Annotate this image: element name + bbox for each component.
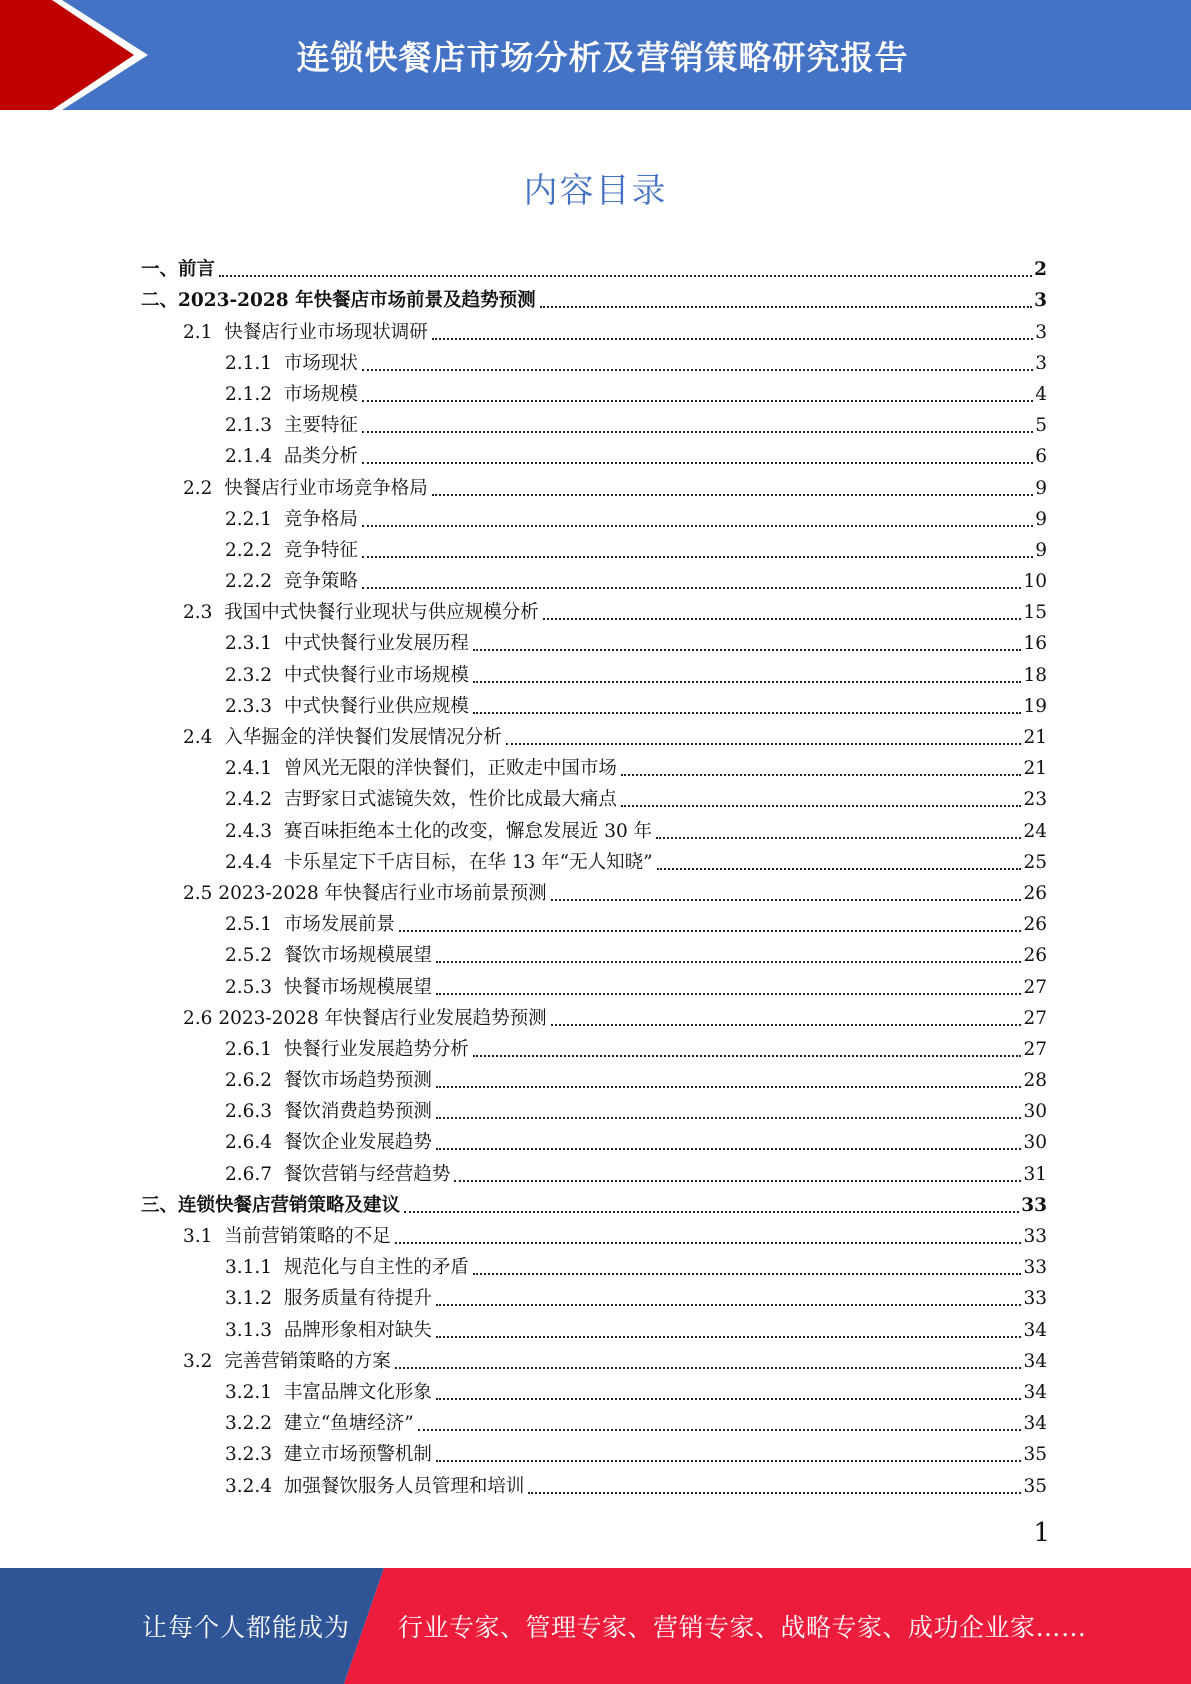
- page-number: 1: [1033, 1518, 1050, 1548]
- toc-leader-dots: [473, 712, 1022, 714]
- toc-entry-label: 中式快餐行业市场规模: [283, 664, 469, 686]
- toc-entry[interactable]: [141, 534, 1047, 565]
- toc-entry[interactable]: [141, 347, 1047, 378]
- toc-entry[interactable]: [141, 752, 1047, 783]
- toc-leader-dots: [656, 837, 1021, 839]
- toc-entry-page: 23: [1023, 789, 1047, 811]
- toc-leader-dots: [543, 618, 1022, 620]
- toc-entry[interactable]: [141, 471, 1047, 502]
- toc-entry-label: 建立“鱼塘经济”: [283, 1413, 414, 1435]
- toc-entry-page: 26: [1023, 945, 1047, 967]
- toc-entry[interactable]: [141, 1002, 1047, 1033]
- toc-entry-label: 餐饮消费趋势预测: [283, 1101, 432, 1123]
- toc-entry-number: 2.6.3: [225, 1101, 284, 1123]
- toc-entry[interactable]: [141, 596, 1047, 627]
- toc-entry-page: 18: [1023, 664, 1047, 686]
- toc-entry-label: 前言: [178, 259, 216, 281]
- toc-entry-number: 3.2.1: [225, 1381, 284, 1403]
- toc-entry-label: 规范化与自主性的矛盾: [283, 1257, 469, 1279]
- toc-entry-number: 一、: [141, 259, 179, 281]
- toc-entry-number: 2.6.4: [225, 1132, 284, 1154]
- toc-entry-page: 30: [1023, 1132, 1047, 1154]
- toc-entry-number: 3.2: [183, 1350, 225, 1372]
- toc-entry-number: 2.4: [183, 727, 225, 748]
- toc-entry-label: 丰富品牌文化形象: [283, 1381, 432, 1403]
- toc-entry-label: 主要特征: [283, 415, 358, 437]
- toc-leader-dots: [551, 899, 1022, 901]
- toc-entry-page: 9: [1035, 539, 1047, 561]
- toc-leader-dots: [362, 431, 1033, 433]
- toc-entry-page: 9: [1035, 508, 1047, 530]
- toc-entry-label: 市场规模: [283, 383, 358, 405]
- toc-entry-label: 竞争格局: [283, 508, 358, 530]
- toc-entry-number: 2.1.3: [225, 415, 284, 437]
- toc-entry-page: 34: [1023, 1319, 1047, 1341]
- toc-entry-number: 2.3: [183, 602, 225, 624]
- toc-entry-number: 2.5.3: [225, 976, 284, 998]
- toc-entry-label: 竞争特征: [283, 539, 358, 561]
- toc-entry[interactable]: [141, 1126, 1047, 1157]
- toc-entry-page: 26: [1023, 914, 1047, 936]
- toc-entry-label: 2023-2028 年快餐店行业发展趋势预测: [218, 1007, 547, 1029]
- toc-entry-number: 2.3.1: [225, 633, 284, 655]
- toc-entry-page: 34: [1023, 1413, 1047, 1435]
- toc-entry-label: 中式快餐行业发展历程: [283, 633, 469, 655]
- toc-entry[interactable]: [141, 1282, 1047, 1313]
- toc-leader-dots: [399, 930, 1022, 932]
- toc-entry-page: 33: [1021, 1194, 1047, 1216]
- toc-entry-page: 6: [1035, 446, 1047, 468]
- toc-leader-dots: [551, 1024, 1022, 1026]
- toc-leader-dots: [418, 1429, 1022, 1431]
- toc-entry-page: 3: [1035, 352, 1047, 374]
- toc-leader-dots: [473, 1055, 1022, 1057]
- toc-entry-page: 35: [1023, 1475, 1047, 1497]
- toc-entry-number: 2.6.1: [225, 1038, 284, 1060]
- toc-entry-label: 我国中式快餐行业现状与供应规模分析: [224, 602, 539, 624]
- toc-entry-number: 2.5.1: [225, 914, 284, 936]
- toc-leader-dots: [219, 275, 1032, 277]
- toc-entry[interactable]: [141, 253, 1047, 284]
- toc-entry-page: 21: [1023, 727, 1047, 748]
- toc-entry[interactable]: [141, 1345, 1047, 1376]
- toc-entry-number: 二、: [141, 290, 179, 312]
- toc-entry-number: 2.6.7: [225, 1163, 284, 1185]
- toc-entry-label: 快餐店行业市场现状调研: [224, 321, 428, 343]
- toc-entry-label: 2023-2028 年快餐店行业市场前景预测: [218, 882, 547, 904]
- toc-leader-dots: [362, 525, 1033, 527]
- toc-entry[interactable]: [141, 877, 1047, 908]
- toc-entry[interactable]: [141, 1157, 1047, 1188]
- toc-entry-page: 27: [1023, 1007, 1047, 1029]
- toc-entry-label: 建立市场预警机制: [283, 1444, 432, 1466]
- toc-entry-page: 35: [1023, 1444, 1047, 1466]
- toc-entry-label: 吉野家日式滤镜失效，性价比成最大痛点: [283, 789, 617, 811]
- toc-entry-label: 市场发展前景: [283, 914, 395, 936]
- toc-entry-number: 3.2.2: [225, 1413, 284, 1435]
- toc-entry-label: 市场现状: [283, 352, 358, 374]
- toc-entry-page: 34: [1023, 1350, 1047, 1372]
- toc-entry[interactable]: [141, 1376, 1047, 1407]
- toc-entry-number: 3.2.3: [225, 1444, 284, 1466]
- toc-entry[interactable]: [141, 908, 1047, 939]
- toc-entry-number: 2.5.2: [225, 945, 284, 967]
- toc-entry-page: 30: [1023, 1101, 1047, 1123]
- toc-leader-dots: [432, 494, 1034, 496]
- toc-entry-number: 2.2: [183, 477, 225, 499]
- toc-leader-dots: [395, 1242, 1022, 1244]
- toc-leader-dots: [436, 1304, 1022, 1306]
- toc-leader-dots: [432, 338, 1034, 340]
- toc-entry-label: 快餐市场规模展望: [283, 976, 432, 998]
- toc-entry[interactable]: [141, 503, 1047, 534]
- toc-entry[interactable]: [141, 284, 1047, 315]
- toc-leader-dots: [362, 587, 1022, 589]
- toc-entry-label: 餐饮市场规模展望: [283, 945, 432, 967]
- toc-entry[interactable]: [141, 565, 1047, 596]
- toc-entry-label: 中式快餐行业供应规模: [283, 695, 469, 717]
- header-banner: [0, 0, 1191, 110]
- toc-entry-page: 24: [1023, 820, 1047, 842]
- toc-leader-dots: [473, 681, 1022, 683]
- toc-entry-number: 2.4.1: [225, 758, 284, 780]
- toc-entry[interactable]: [141, 440, 1047, 471]
- toc-leader-dots: [473, 649, 1022, 651]
- toc-leader-dots: [362, 462, 1033, 464]
- toc-entry-number: 2.1: [183, 321, 225, 343]
- toc-entry-number: 3.1.3: [225, 1319, 284, 1341]
- toc-entry-label: 品类分析: [283, 446, 358, 468]
- toc-entry[interactable]: [141, 1469, 1047, 1500]
- toc-entry-label: 加强餐饮服务人员管理和培训: [283, 1475, 525, 1497]
- toc-entry-number: 3.1.2: [225, 1288, 284, 1310]
- toc-entry-label: 餐饮市场趋势预测: [283, 1070, 432, 1092]
- report-title: 连锁快餐店市场分析及营销策略研究报告: [296, 37, 909, 77]
- toc-entry-page: 10: [1023, 571, 1047, 593]
- toc-leader-dots: [436, 993, 1022, 995]
- toc-entry[interactable]: [141, 1407, 1047, 1438]
- footer-slogan-left: 让每个人都能成为: [142, 1613, 351, 1642]
- toc-entry-label: 餐饮营销与经营趋势: [283, 1163, 451, 1185]
- toc-entry-label: 快餐行业发展趋势分析: [283, 1038, 469, 1060]
- toc-leader-dots: [506, 743, 1022, 745]
- toc-leader-dots: [362, 400, 1033, 402]
- toc-entry-page: 28: [1023, 1070, 1047, 1092]
- toc-leader-dots: [404, 1211, 1019, 1213]
- toc-entry-number: 3.1: [183, 1226, 225, 1247]
- toc-entry-number: 2.1.1: [225, 352, 284, 374]
- toc-leader-dots: [436, 1460, 1022, 1462]
- toc-leader-dots: [436, 961, 1022, 963]
- toc-title: 内容目录: [523, 171, 668, 211]
- toc-entry[interactable]: [141, 658, 1047, 689]
- toc-entry-number: 2.2.2: [225, 539, 284, 561]
- toc-entry-number: 3.1.1: [225, 1257, 284, 1279]
- toc-entry[interactable]: [141, 315, 1047, 346]
- toc-entry-number: 3.2.4: [225, 1475, 284, 1497]
- toc-leader-dots: [436, 1117, 1022, 1119]
- toc-leader-dots: [362, 369, 1033, 371]
- toc-entry-page: 34: [1023, 1381, 1047, 1403]
- toc-entry[interactable]: [141, 1064, 1047, 1095]
- toc-entry-label: 快餐店行业市场竞争格局: [224, 477, 428, 499]
- toc-entry-label: 曾风光无限的洋快餐们，正败走中国市场: [283, 758, 617, 780]
- toc-entry[interactable]: [141, 1189, 1047, 1220]
- table-of-contents: [141, 253, 1047, 1501]
- toc-entry-number: 2.6: [183, 1007, 219, 1029]
- toc-entry-page: 25: [1023, 851, 1047, 873]
- toc-entry-page: 27: [1023, 976, 1047, 998]
- toc-entry-page: 33: [1023, 1288, 1047, 1310]
- toc-entry-number: 2.1.4: [225, 446, 284, 468]
- toc-entry[interactable]: [141, 721, 1047, 752]
- toc-entry-label: 连锁快餐店营销策略及建议: [178, 1194, 401, 1216]
- toc-entry-number: 三、: [141, 1194, 179, 1216]
- toc-leader-dots: [362, 556, 1033, 558]
- toc-entry-page: 3: [1034, 290, 1047, 312]
- toc-entry-number: 2.5: [183, 882, 219, 904]
- toc-entry-label: 竞争策略: [283, 571, 358, 593]
- toc-entry[interactable]: [141, 1438, 1047, 1469]
- toc-entry[interactable]: [141, 814, 1047, 845]
- toc-entry[interactable]: [141, 1251, 1047, 1282]
- toc-entry-page: 9: [1035, 477, 1047, 499]
- toc-entry-number: 2.2.1: [225, 508, 284, 530]
- toc-leader-dots: [528, 1492, 1021, 1494]
- toc-leader-dots: [621, 805, 1022, 807]
- toc-entry-number: 2.2.2: [225, 571, 284, 593]
- toc-entry-label: 餐饮企业发展趋势: [283, 1132, 432, 1154]
- toc-entry[interactable]: [141, 939, 1047, 970]
- toc-entry-number: 2.3.3: [225, 695, 284, 717]
- toc-leader-dots: [395, 1367, 1022, 1369]
- toc-entry-label: 完善营销策略的方案: [224, 1350, 391, 1372]
- toc-entry-label: 入华掘金的洋快餐们发展情况分析: [224, 727, 502, 748]
- toc-entry-page: 3: [1035, 321, 1047, 343]
- toc-entry-page: 33: [1023, 1226, 1047, 1247]
- toc-entry[interactable]: [141, 1033, 1047, 1064]
- toc-entry[interactable]: [141, 1220, 1047, 1251]
- toc-entry-number: 2.1.2: [225, 383, 284, 405]
- toc-entry-page: 16: [1023, 633, 1047, 655]
- toc-entry-page: 5: [1035, 415, 1047, 437]
- toc-entry-number: 2.4.4: [225, 851, 284, 873]
- toc-leader-dots: [540, 306, 1033, 308]
- toc-leader-dots: [436, 1148, 1022, 1150]
- toc-entry[interactable]: [141, 846, 1047, 877]
- toc-entry[interactable]: [141, 1095, 1047, 1126]
- toc-entry[interactable]: [141, 627, 1047, 658]
- toc-leader-dots: [621, 774, 1022, 776]
- toc-entry-page: 26: [1023, 882, 1047, 904]
- toc-entry[interactable]: [141, 970, 1047, 1001]
- toc-entry-number: 2.6.2: [225, 1070, 284, 1092]
- toc-entry-label: 品牌形象相对缺失: [283, 1319, 432, 1341]
- toc-entry-label: 2023-2028 年快餐店市场前景及趋势预测: [178, 290, 536, 312]
- toc-entry-page: 33: [1023, 1257, 1047, 1279]
- toc-entry[interactable]: [141, 378, 1047, 409]
- toc-entry[interactable]: [141, 409, 1047, 440]
- toc-entry-label: 服务质量有待提升: [283, 1288, 432, 1310]
- toc-entry-page: 27: [1023, 1038, 1047, 1060]
- toc-entry-number: 2.4.2: [225, 789, 284, 811]
- toc-entry[interactable]: [141, 1313, 1047, 1344]
- toc-entry-number: 2.3.2: [225, 664, 284, 686]
- toc-entry-label: 当前营销策略的不足: [224, 1226, 391, 1247]
- toc-entry-number: 2.4.3: [225, 820, 284, 842]
- toc-leader-dots: [473, 1273, 1022, 1275]
- toc-entry[interactable]: [141, 690, 1047, 721]
- toc-entry-label: 赛百味拒绝本土化的改变，懈怠发展近 30 年: [283, 820, 653, 842]
- toc-entry-page: 15: [1023, 602, 1047, 624]
- toc-leader-dots: [454, 1180, 1021, 1182]
- toc-entry-page: 19: [1023, 695, 1047, 717]
- footer-banner: [0, 1568, 1191, 1684]
- toc-entry-page: 2: [1034, 259, 1047, 281]
- toc-leader-dots: [657, 868, 1022, 870]
- toc-leader-dots: [436, 1086, 1022, 1088]
- footer-slogan-right: 行业专家、管理专家、营销专家、战略专家、成功企业家……: [398, 1613, 1087, 1642]
- toc-leader-dots: [436, 1398, 1022, 1400]
- toc-entry-page: 21: [1023, 758, 1047, 780]
- toc-entry-label: 卡乐星定下千店目标，在华 13 年“无人知晓”: [283, 851, 653, 873]
- toc-entry-page: 31: [1023, 1163, 1047, 1185]
- toc-leader-dots: [436, 1336, 1022, 1338]
- toc-entry-page: 4: [1035, 383, 1047, 405]
- toc-entry[interactable]: [141, 783, 1047, 814]
